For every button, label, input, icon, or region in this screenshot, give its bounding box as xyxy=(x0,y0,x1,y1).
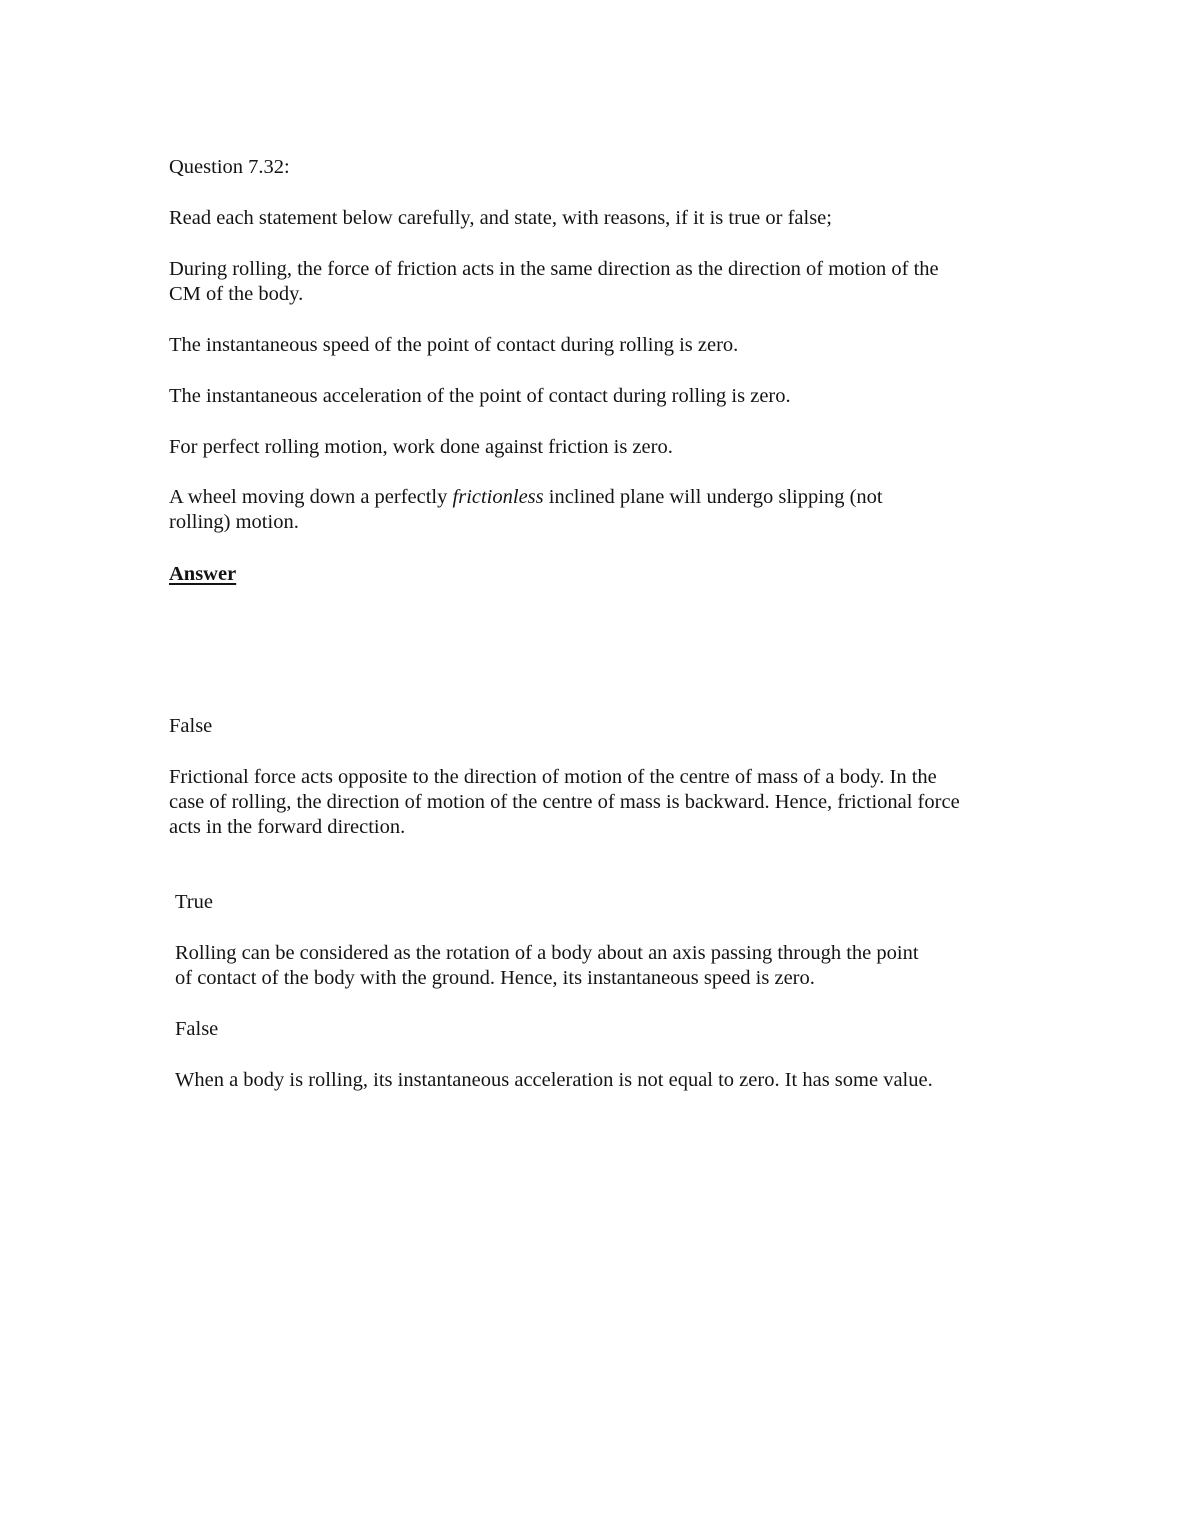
answer-3-reason: When a body is rolling, its instantaneous acceleration is not equal to zero. It has some value. xyxy=(175,1069,933,1091)
statement-5-before: A wheel moving down a perfectly xyxy=(169,486,453,508)
statement-5-italic: frictionless xyxy=(452,486,544,508)
answer-2-verdict: True xyxy=(175,891,213,913)
answer-1-reason: Frictional force acts opposite to the direction of motion of the centre of mass of a body. In the case of rolling, the direction of motion of the centre of mass is backward. Hence, frictional force acts in the forward direction. xyxy=(169,766,960,838)
question-instruction: Read each statement below carefully, and state, with reasons, if it is true or false; xyxy=(169,207,832,229)
statement-1: During rolling, the force of friction acts in the same direction as the direction of motion of the CM of the body. xyxy=(169,258,939,305)
answer-2-reason: Rolling can be considered as the rotation of a body about an axis passing through the point of contact of the body with the ground. Hence, its instantaneous speed is zero. xyxy=(175,942,919,989)
statement-4: For perfect rolling motion, work done against friction is zero. xyxy=(169,436,673,458)
statement-5-after: inclined plane will undergo slipping (not rolling) motion. xyxy=(169,486,883,533)
statement-5 xyxy=(169,485,944,535)
question-number: Question 7.32: xyxy=(169,156,290,178)
statement-2: The instantaneous speed of the point of contact during rolling is zero. xyxy=(169,334,739,356)
answer-heading: Answer xyxy=(169,563,237,585)
statement-3: The instantaneous acceleration of the point of contact during rolling is zero. xyxy=(169,385,791,407)
answer-3-verdict: False xyxy=(175,1018,219,1040)
answer-1-verdict: False xyxy=(169,715,213,737)
